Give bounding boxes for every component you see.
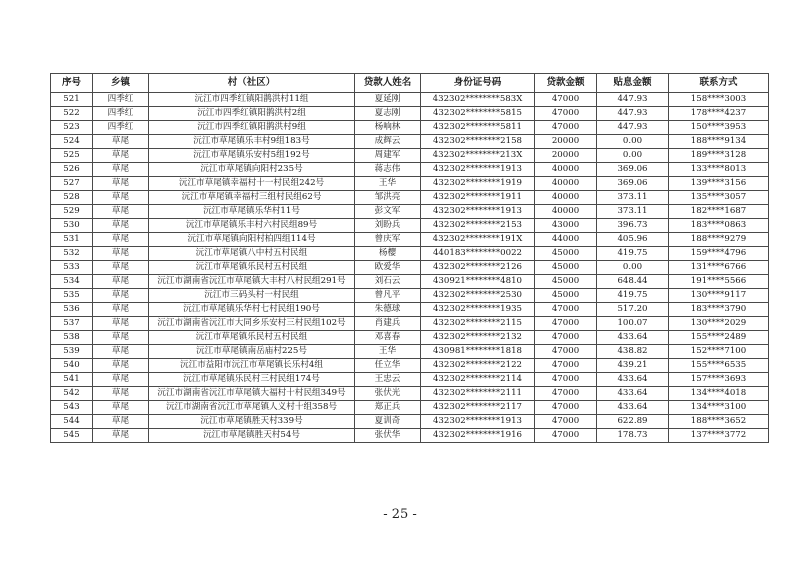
header-id-number: 身份证号码 (421, 74, 535, 93)
cell-village: 沅江市草尾镇向阳村235号 (149, 163, 355, 177)
cell-borrower-name: 肖建兵 (355, 317, 421, 331)
loan-interest-table (50, 73, 769, 443)
cell-interest-subsidy: 433.64 (597, 401, 669, 415)
cell-interest-subsidy: 433.64 (597, 331, 669, 345)
header-interest-subsidy: 贴息金额 (597, 74, 669, 93)
cell-id-number: 440183********0022 (421, 247, 535, 261)
cell-borrower-name: 蒋志伟 (355, 163, 421, 177)
cell-borrower-name: 杨响林 (355, 121, 421, 135)
table-row (51, 163, 769, 177)
cell-id-number: 432302********2153 (421, 219, 535, 233)
table-row (51, 275, 769, 289)
cell-interest-subsidy: 0.00 (597, 261, 669, 275)
cell-interest-subsidy: 622.89 (597, 415, 669, 429)
cell-index: 528 (51, 191, 93, 205)
cell-id-number: 432302********583X (421, 93, 535, 107)
cell-interest-subsidy: 396.73 (597, 219, 669, 233)
cell-id-number: 430981********1818 (421, 345, 535, 359)
table-row (51, 401, 769, 415)
cell-index: 531 (51, 233, 93, 247)
cell-id-number: 432302********2111 (421, 387, 535, 401)
cell-borrower-name: 张伏光 (355, 387, 421, 401)
cell-contact: 188****9134 (669, 135, 769, 149)
cell-id-number: 432302********5815 (421, 107, 535, 121)
cell-village: 沅江市湖南省沅江市草尾镇大福村十村民组349号 (149, 387, 355, 401)
cell-borrower-name: 王华 (355, 177, 421, 191)
cell-index: 545 (51, 429, 93, 443)
header-borrower-name: 贷款人姓名 (355, 74, 421, 93)
cell-contact: 189****3128 (669, 149, 769, 163)
cell-borrower-name: 欧爱华 (355, 261, 421, 275)
cell-village: 沅江市湖南省沅江市草尾镇人义村十组358号 (149, 401, 355, 415)
cell-township: 草尾 (93, 415, 149, 429)
cell-loan-amount: 45000 (535, 275, 597, 289)
table-row (51, 261, 769, 275)
cell-id-number: 432302********2117 (421, 401, 535, 415)
cell-index: 530 (51, 219, 93, 233)
cell-id-number: 432302********2122 (421, 359, 535, 373)
cell-borrower-name: 刘石云 (355, 275, 421, 289)
cell-contact: 158****3003 (669, 93, 769, 107)
cell-interest-subsidy: 439.21 (597, 359, 669, 373)
cell-loan-amount: 47000 (535, 303, 597, 317)
cell-contact: 131****6766 (669, 261, 769, 275)
cell-contact: 130****2029 (669, 317, 769, 331)
cell-township: 草尾 (93, 401, 149, 415)
cell-loan-amount: 45000 (535, 261, 597, 275)
cell-contact: 191****5566 (669, 275, 769, 289)
cell-index: 524 (51, 135, 93, 149)
cell-township: 草尾 (93, 359, 149, 373)
table-row (51, 387, 769, 401)
table-row (51, 93, 769, 107)
cell-contact: 183****3790 (669, 303, 769, 317)
cell-township: 草尾 (93, 331, 149, 345)
table-row (51, 121, 769, 135)
cell-loan-amount: 40000 (535, 177, 597, 191)
cell-loan-amount: 47000 (535, 121, 597, 135)
cell-id-number: 432302********213X (421, 149, 535, 163)
cell-township: 草尾 (93, 233, 149, 247)
table-row (51, 303, 769, 317)
cell-id-number: 432302********1913 (421, 205, 535, 219)
table-header-row (51, 74, 769, 93)
cell-interest-subsidy: 447.93 (597, 121, 669, 135)
cell-loan-amount: 43000 (535, 219, 597, 233)
cell-id-number: 432302********2126 (421, 261, 535, 275)
cell-interest-subsidy: 419.75 (597, 247, 669, 261)
cell-index: 521 (51, 93, 93, 107)
cell-index: 543 (51, 401, 93, 415)
cell-contact: 135****3057 (669, 191, 769, 205)
cell-index: 542 (51, 387, 93, 401)
cell-loan-amount: 45000 (535, 289, 597, 303)
cell-interest-subsidy: 178.73 (597, 429, 669, 443)
cell-village: 沅江市草尾镇向阳村柏四组114号 (149, 233, 355, 247)
cell-interest-subsidy: 438.82 (597, 345, 669, 359)
table-row (51, 149, 769, 163)
cell-contact: 155****2489 (669, 331, 769, 345)
cell-borrower-name: 张伏华 (355, 429, 421, 443)
cell-township: 草尾 (93, 275, 149, 289)
table-row (51, 359, 769, 373)
cell-township: 草尾 (93, 247, 149, 261)
cell-township: 草尾 (93, 387, 149, 401)
cell-loan-amount: 45000 (535, 247, 597, 261)
cell-loan-amount: 47000 (535, 401, 597, 415)
cell-village: 沅江市草尾镇胜天村339号 (149, 415, 355, 429)
cell-index: 538 (51, 331, 93, 345)
cell-id-number: 432302********191X (421, 233, 535, 247)
cell-village: 沅江市草尾镇八中村五村民组 (149, 247, 355, 261)
cell-id-number: 432302********2132 (421, 331, 535, 345)
table-row (51, 107, 769, 121)
cell-borrower-name: 周建军 (355, 149, 421, 163)
cell-township: 草尾 (93, 163, 149, 177)
cell-index: 544 (51, 415, 93, 429)
cell-index: 526 (51, 163, 93, 177)
cell-loan-amount: 47000 (535, 107, 597, 121)
cell-interest-subsidy: 373.11 (597, 191, 669, 205)
header-contact: 联系方式 (669, 74, 769, 93)
cell-interest-subsidy: 433.64 (597, 387, 669, 401)
cell-borrower-name: 朱德球 (355, 303, 421, 317)
cell-contact: 178****4237 (669, 107, 769, 121)
cell-index: 523 (51, 121, 93, 135)
table-row (51, 177, 769, 191)
cell-township: 草尾 (93, 135, 149, 149)
cell-loan-amount: 47000 (535, 429, 597, 443)
cell-borrower-name: 邓喜春 (355, 331, 421, 345)
cell-interest-subsidy: 0.00 (597, 135, 669, 149)
table-row (51, 429, 769, 443)
cell-contact: 139****3156 (669, 177, 769, 191)
cell-loan-amount: 47000 (535, 373, 597, 387)
cell-contact: 155****6535 (669, 359, 769, 373)
cell-loan-amount: 40000 (535, 205, 597, 219)
cell-id-number: 430921********4810 (421, 275, 535, 289)
cell-contact: 137****3772 (669, 429, 769, 443)
cell-township: 草尾 (93, 429, 149, 443)
cell-interest-subsidy: 405.96 (597, 233, 669, 247)
cell-contact: 183****0863 (669, 219, 769, 233)
cell-contact: 159****4796 (669, 247, 769, 261)
cell-township: 草尾 (93, 261, 149, 275)
table-row (51, 331, 769, 345)
cell-index: 527 (51, 177, 93, 191)
cell-borrower-name: 夏延刚 (355, 93, 421, 107)
cell-index: 529 (51, 205, 93, 219)
table-row (51, 219, 769, 233)
cell-interest-subsidy: 369.06 (597, 163, 669, 177)
cell-township: 草尾 (93, 345, 149, 359)
cell-village: 沅江市草尾镇胜天村54号 (149, 429, 355, 443)
cell-borrower-name: 曾庆军 (355, 233, 421, 247)
cell-id-number: 432302********1913 (421, 163, 535, 177)
cell-id-number: 432302********2114 (421, 373, 535, 387)
page-number: - 25 - (383, 507, 417, 522)
cell-id-number: 432302********1916 (421, 429, 535, 443)
cell-village: 沅江市草尾镇南岳庙村225号 (149, 345, 355, 359)
table-row (51, 289, 769, 303)
cell-township: 四季红 (93, 93, 149, 107)
cell-township: 草尾 (93, 205, 149, 219)
table-row (51, 233, 769, 247)
cell-borrower-name: 夏志刚 (355, 107, 421, 121)
table-row (51, 135, 769, 149)
header-village: 村（社区） (149, 74, 355, 93)
cell-village: 沅江市草尾镇乐民村五村民组 (149, 331, 355, 345)
cell-village: 沅江市四季红镇阳鹊洪村11组 (149, 93, 355, 107)
cell-village: 沅江市草尾镇乐华村七村民组190号 (149, 303, 355, 317)
cell-village: 沅江市湖南省沅江市草尾镇大丰村八村民组291号 (149, 275, 355, 289)
cell-index: 532 (51, 247, 93, 261)
cell-loan-amount: 20000 (535, 149, 597, 163)
cell-id-number: 432302********5811 (421, 121, 535, 135)
cell-loan-amount: 47000 (535, 387, 597, 401)
cell-borrower-name: 夏训奇 (355, 415, 421, 429)
cell-township: 四季红 (93, 107, 149, 121)
cell-interest-subsidy: 419.75 (597, 289, 669, 303)
table-row (51, 345, 769, 359)
cell-id-number: 432302********1913 (421, 415, 535, 429)
cell-contact: 188****3652 (669, 415, 769, 429)
header-index: 序号 (51, 74, 93, 93)
cell-index: 534 (51, 275, 93, 289)
cell-borrower-name: 成辉云 (355, 135, 421, 149)
cell-borrower-name: 郑正兵 (355, 401, 421, 415)
cell-borrower-name: 刘盼兵 (355, 219, 421, 233)
cell-loan-amount: 40000 (535, 163, 597, 177)
cell-interest-subsidy: 369.06 (597, 177, 669, 191)
cell-township: 草尾 (93, 177, 149, 191)
cell-township: 草尾 (93, 191, 149, 205)
cell-village: 沅江市四季红镇阳鹊洪村2组 (149, 107, 355, 121)
cell-borrower-name: 王忠云 (355, 373, 421, 387)
table-row (51, 317, 769, 331)
table-row (51, 191, 769, 205)
cell-village: 沅江市三码头村一村民组 (149, 289, 355, 303)
cell-id-number: 432302********1919 (421, 177, 535, 191)
cell-id-number: 432302********2158 (421, 135, 535, 149)
table-row (51, 415, 769, 429)
cell-borrower-name: 任立华 (355, 359, 421, 373)
cell-index: 539 (51, 345, 93, 359)
cell-township: 草尾 (93, 289, 149, 303)
cell-township: 草尾 (93, 373, 149, 387)
table-row (51, 247, 769, 261)
cell-borrower-name: 彭文军 (355, 205, 421, 219)
cell-contact: 152****7100 (669, 345, 769, 359)
cell-contact: 157****3693 (669, 373, 769, 387)
table-row (51, 205, 769, 219)
cell-village: 沅江市四季红镇阳鹊洪村9组 (149, 121, 355, 135)
cell-interest-subsidy: 433.64 (597, 373, 669, 387)
cell-village: 沅江市草尾镇乐丰村9组183号 (149, 135, 355, 149)
cell-loan-amount: 20000 (535, 135, 597, 149)
cell-borrower-name: 邹洪亮 (355, 191, 421, 205)
cell-township: 草尾 (93, 303, 149, 317)
cell-township: 草尾 (93, 317, 149, 331)
cell-index: 537 (51, 317, 93, 331)
cell-village: 沅江市益阳市沅江市草尾镇长乐村4组 (149, 359, 355, 373)
cell-contact: 134****3100 (669, 401, 769, 415)
cell-index: 541 (51, 373, 93, 387)
cell-borrower-name: 杨樱 (355, 247, 421, 261)
cell-interest-subsidy: 447.93 (597, 93, 669, 107)
header-township: 乡镇 (93, 74, 149, 93)
cell-borrower-name: 曾凡平 (355, 289, 421, 303)
cell-contact: 188****9279 (669, 233, 769, 247)
cell-index: 536 (51, 303, 93, 317)
cell-village: 沅江市草尾镇乐华村11号 (149, 205, 355, 219)
cell-village: 沅江市草尾镇乐安村5组192号 (149, 149, 355, 163)
cell-village: 沅江市草尾镇幸福村十一村民组242号 (149, 177, 355, 191)
cell-interest-subsidy: 100.07 (597, 317, 669, 331)
cell-loan-amount: 40000 (535, 191, 597, 205)
cell-contact: 130****9117 (669, 289, 769, 303)
cell-interest-subsidy: 648.44 (597, 275, 669, 289)
cell-interest-subsidy: 447.93 (597, 107, 669, 121)
cell-index: 522 (51, 107, 93, 121)
header-loan-amount: 贷款金额 (535, 74, 597, 93)
cell-contact: 134****4018 (669, 387, 769, 401)
cell-interest-subsidy: 517.20 (597, 303, 669, 317)
cell-index: 525 (51, 149, 93, 163)
cell-township: 草尾 (93, 219, 149, 233)
cell-village: 沅江市湖南省沅江市大同乡乐安村三村民组102号 (149, 317, 355, 331)
cell-id-number: 432302********2530 (421, 289, 535, 303)
table-body (51, 93, 769, 443)
cell-index: 535 (51, 289, 93, 303)
cell-loan-amount: 44000 (535, 233, 597, 247)
cell-loan-amount: 47000 (535, 93, 597, 107)
cell-loan-amount: 47000 (535, 359, 597, 373)
cell-contact: 150****3953 (669, 121, 769, 135)
table-row (51, 373, 769, 387)
cell-township: 四季红 (93, 121, 149, 135)
cell-index: 540 (51, 359, 93, 373)
cell-township: 草尾 (93, 149, 149, 163)
cell-id-number: 432302********1935 (421, 303, 535, 317)
cell-loan-amount: 47000 (535, 415, 597, 429)
cell-index: 533 (51, 261, 93, 275)
cell-interest-subsidy: 373.11 (597, 205, 669, 219)
cell-loan-amount: 47000 (535, 345, 597, 359)
cell-id-number: 432302********1911 (421, 191, 535, 205)
cell-id-number: 432302********2115 (421, 317, 535, 331)
cell-village: 沅江市草尾镇幸福村三组村民组62号 (149, 191, 355, 205)
cell-village: 沅江市草尾镇乐丰村六村民组89号 (149, 219, 355, 233)
cell-interest-subsidy: 0.00 (597, 149, 669, 163)
cell-village: 沅江市草尾镇乐民村三村民组174号 (149, 373, 355, 387)
cell-contact: 182****1687 (669, 205, 769, 219)
cell-loan-amount: 47000 (535, 331, 597, 345)
cell-borrower-name: 王华 (355, 345, 421, 359)
cell-contact: 133****8013 (669, 163, 769, 177)
cell-loan-amount: 47000 (535, 317, 597, 331)
cell-village: 沅江市草尾镇乐民村五村民组 (149, 261, 355, 275)
